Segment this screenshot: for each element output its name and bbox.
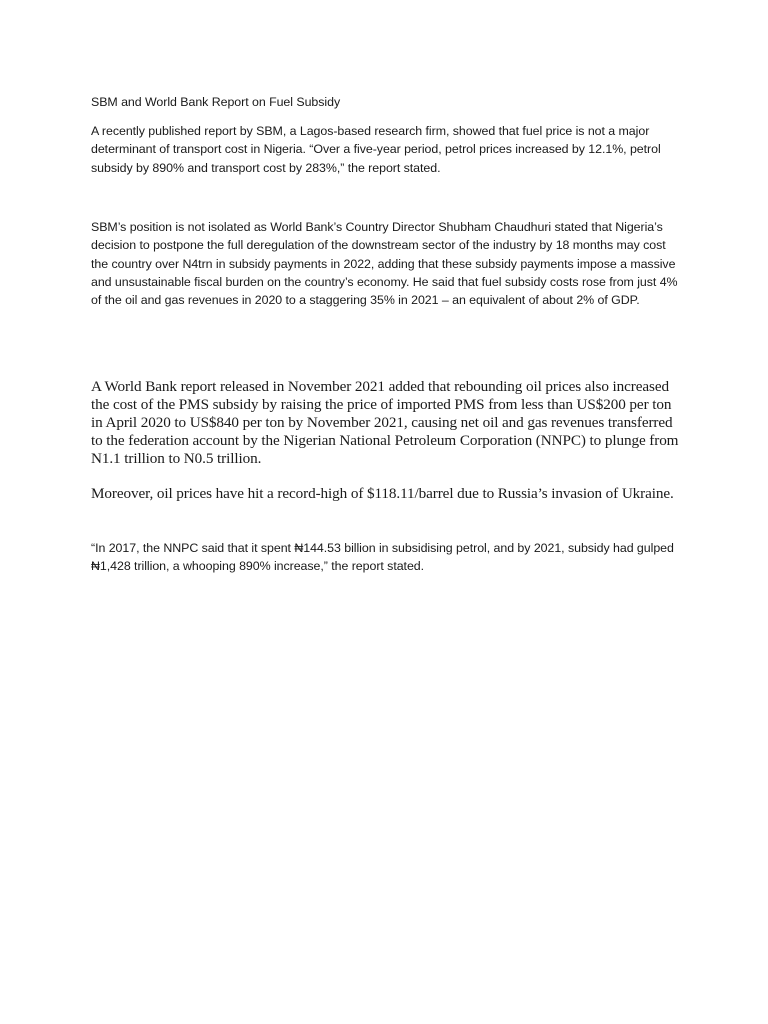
document-title: SBM and World Bank Report on Fuel Subsidy	[91, 95, 341, 109]
paragraph-world-bank-report: A World Bank report released in November 2021 added that rebounding oil prices also increased the cost of the PMS subsidy by raising the price of imported PMS from less than US$200 per ton in April 2020 to US$840 per ton by November 2021, causing net oil and gas revenues transferred to the federation account by the Nigerian National Petroleum Corporation (NNPC) to plunge from N1.1 trillion to N0.5 trillion.	[91, 378, 679, 468]
paragraph-nnpc-quote: “In 2017, the NNPC said that it spent ₦144.53 billion in subsidising petrol, and by 2021, subsidy had gulped ₦1,428 trillion, a whooping 890% increase,” the report stated.	[91, 541, 674, 574]
paragraph-sbm-report: A recently published report by SBM, a Lagos-based research firm, showed that fuel price is not a major determinant of transport cost in Nigeria. “Over a five-year period, petrol prices increased by 12.1%, petrol subsidy by 890% and transport cost by 283%,” the report stated.	[91, 124, 661, 175]
paragraph-world-bank-director: SBM’s position is not isolated as World Bank’s Country Director Shubham Chaudhuri stated that Nigeria’s decision to postpone the full deregulation of the downstream sector of the industry by 18 months may cost the country over N4trn in subsidy payments in 2022, adding that these subsidy payments impose a massive and unsustainable fiscal burden on the country’s economy. He said that fuel subsidy costs rose from just 4% of the oil and gas revenues in 2020 to a staggering 35% in 2021 – an equivalent of about 2% of GDP.	[91, 220, 678, 308]
paragraph-oil-prices: Moreover, oil prices have hit a record-high of $118.11/barrel due to Russia’s invasion of Ukraine.	[91, 485, 674, 502]
